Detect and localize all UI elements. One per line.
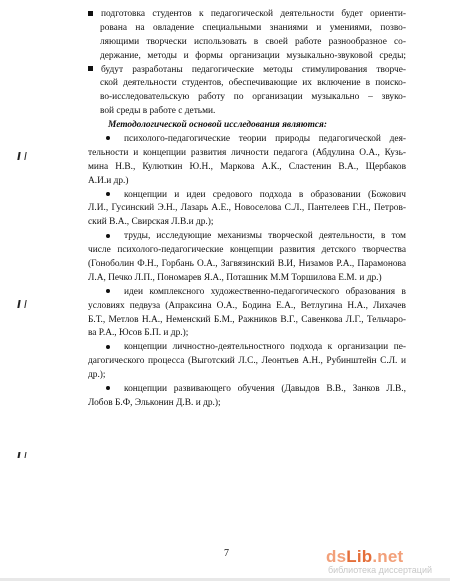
text-line: вой среды в работе с детьми.	[100, 106, 216, 117]
square-bullet-icon	[88, 66, 93, 71]
text-line: числе психолого-педагогические концепции развития детского творчества	[88, 245, 406, 256]
text-line: Б.Т., Метлов Н.А., Неменский Б.М., Ражников В.Г., Савенкова Л.Г., Тельчаро-	[88, 314, 406, 325]
text-line: Л.А, Печко Л.П., Пономарев Я.А., Поташник М.М Торшилова Е.М. и др.)	[88, 272, 382, 283]
bullet-dot-icon	[106, 289, 110, 293]
text-line: Лобов Б.Ф, Эльконин Д.В. и др.);	[88, 397, 221, 408]
bullet-dot-icon	[106, 386, 110, 390]
text-line: Л.И., Гусинский Э.Н., Лазарь А.Е., Новоселова С.Л., Пантелеев Г.Н., Петров-	[88, 203, 406, 214]
text-line: труды, исследующие механизмы творческой деятельности, в том	[88, 230, 406, 244]
text-line: А.И.и др.)	[88, 175, 129, 186]
text-line: ский В.А., Свирская Л.В.и др.);	[88, 217, 214, 228]
text-line: психолого-педагогические теории природы педагогической дея-	[88, 133, 406, 147]
text-line: тельности и концепции развития личности педагога (Абдулина О.А., Кузь-	[88, 147, 406, 158]
text-line: др.);	[88, 370, 106, 381]
scan-margin-mark-icon	[17, 152, 26, 160]
text-line: подготовка студентов к педагогической деятельности будет ориенти-	[88, 8, 406, 22]
bullet-dot-icon	[106, 192, 110, 196]
text-line: концепции личностно-деятельностного подхода к организации пе-	[88, 341, 406, 355]
text-line: условиях педвуза (Апраксина О.А., Бодина Е.А., Ветлугина Н.А., Лихачев	[88, 300, 406, 311]
scan-margin-mark-icon	[17, 300, 26, 308]
dslib-watermark	[326, 545, 444, 577]
text-line: ляющими творчески использовать в своей работе разнообразное со-	[100, 36, 406, 47]
dslib-logo: dsLib.net	[326, 547, 404, 566]
bullet-dot-icon	[106, 234, 110, 238]
page-text	[88, 8, 406, 411]
text-line: (Гоноболин Ф.Н., Горбань О.А., Загвязинский В.И, Низамов Р.А., Парамонова	[88, 259, 406, 270]
scan-margin-mark-icon	[17, 452, 26, 458]
text-line: во-исследовательскую работу по организации музыкально – звуко-	[100, 92, 406, 103]
square-bullet-icon	[88, 11, 93, 16]
section-heading: Методологической основой исследования являются:	[108, 120, 327, 131]
text-line: дагогического процесса (Выготский Л.С., Леонтьев А.Н., Рубинштейн С.Л. и	[88, 356, 406, 367]
text-line: держание, методы и формы организации музыкально-звуковой среды;	[100, 50, 406, 61]
text-line: ской деятельности студентов, обеспечивающие их включение в поиско-	[100, 78, 406, 89]
text-line: идеи комплексного художественно-педагогического образования в	[88, 286, 406, 300]
page-number: 7	[224, 548, 229, 559]
text-line: мина Н.В., Кулюткин Ю.Н., Маркова А.К., Сластенин В.А., Щербаков	[88, 161, 406, 172]
bullet-dot-icon	[106, 136, 110, 140]
text-line: концепции развивающего обучения (Давыдов В.В., Занков Л.В.,	[88, 383, 406, 397]
text-line: рована на овладение специальными знаниями и умениями, позво-	[100, 22, 406, 33]
dslib-subtitle: библиотека диссертаций	[328, 565, 433, 575]
text-line: ва Р.А., Юсов Б.П. и др.);	[88, 328, 189, 339]
text-line: концепции и идеи средового подхода в образовании (Божович	[88, 189, 406, 203]
text-line: будут разработаны педагогические методы стимулирования творче-	[88, 64, 406, 78]
bullet-dot-icon	[106, 345, 110, 349]
